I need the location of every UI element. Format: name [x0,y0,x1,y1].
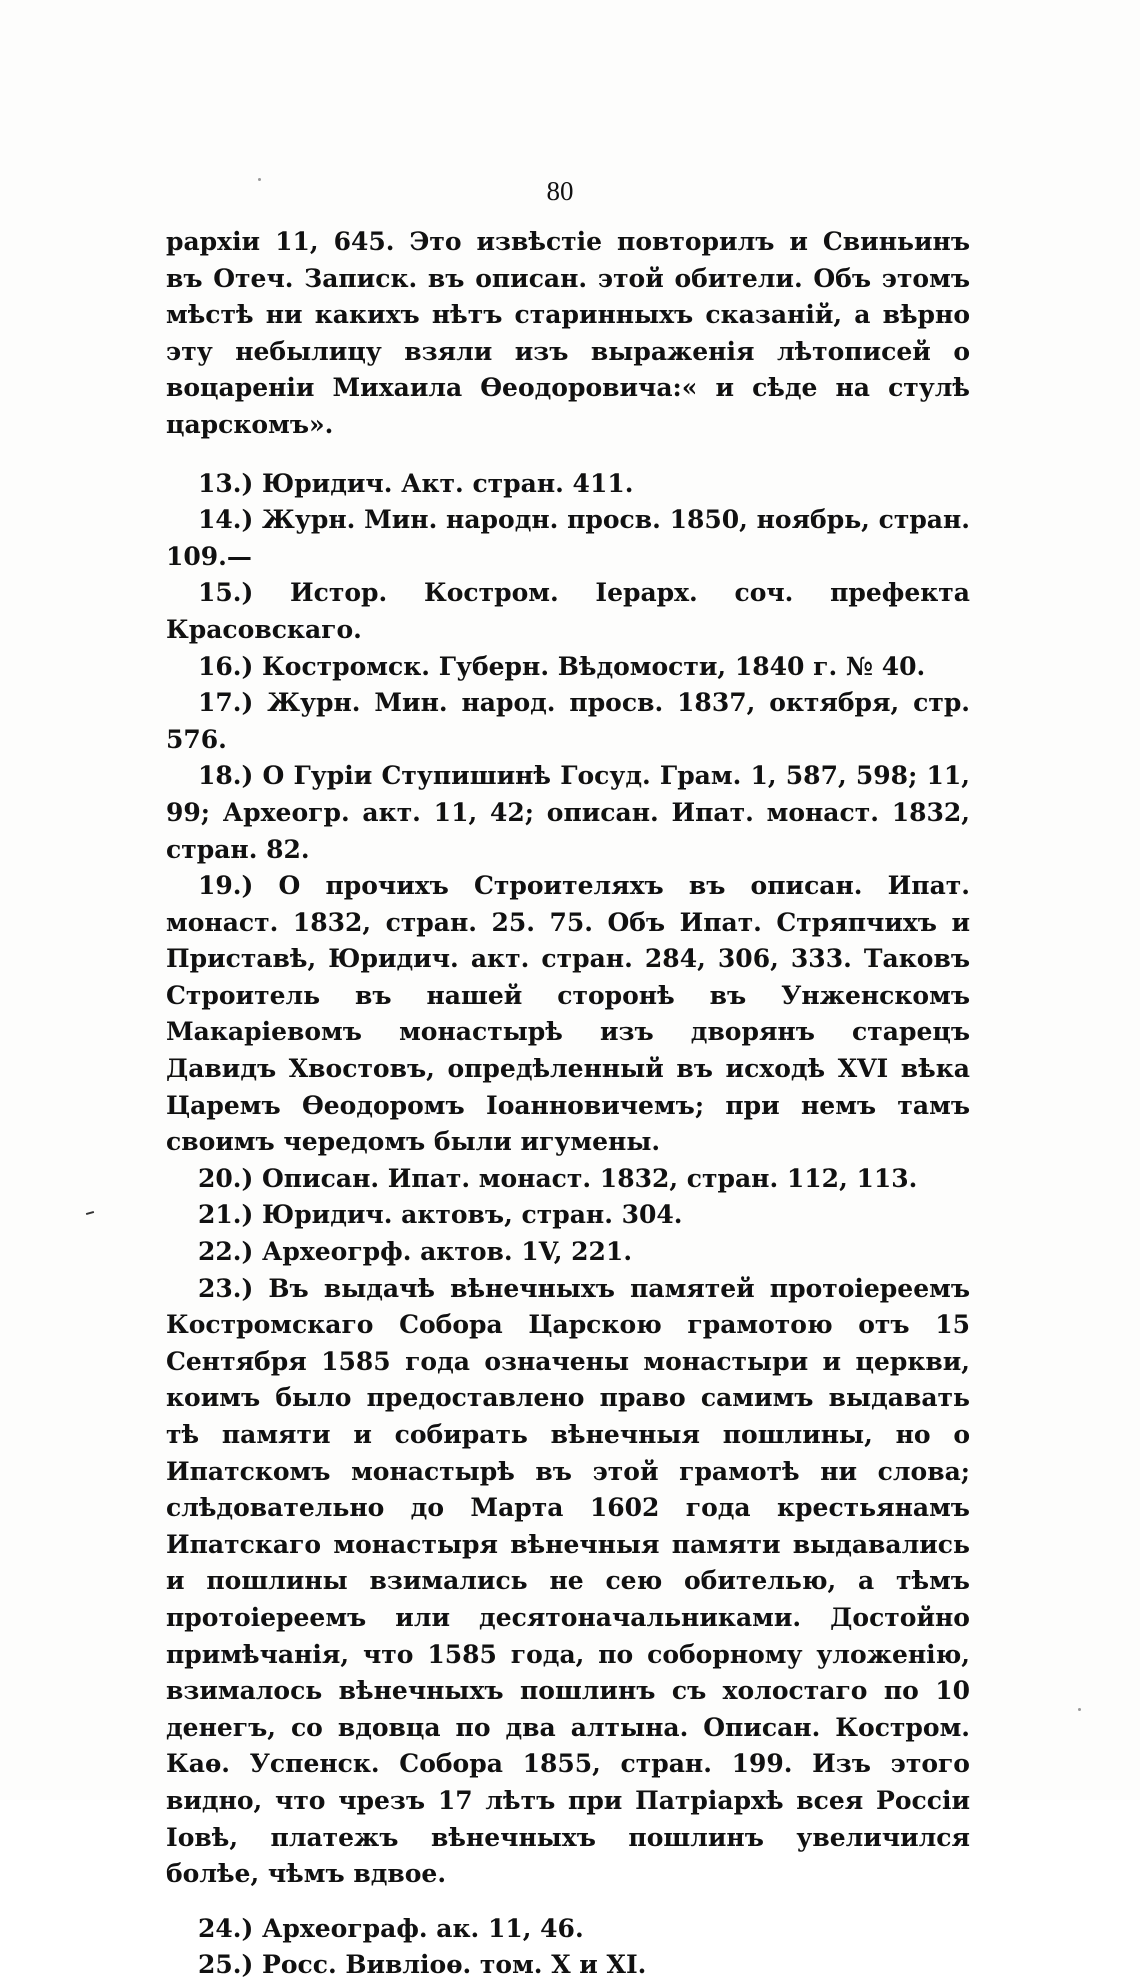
footnote-20: 20.) Описан. Ипат. монаст. 1832, стран. 112, 113. [198,1163,918,1193]
footnote-15: 15.) Истор. Костром. Іерарх. соч. префекта Красовскаго. [166,578,970,644]
footnote-22: 22.) Археогрф. актов. 1V, 221. [198,1237,633,1267]
footnote-19: 19.) О прочихъ Строителяхъ въ описан. Ипат. монаст. 1832, стран. 25. 75. Объ Ипат. Стряпчихъ и Приставѣ, Юридич. акт. стран. 284, 306, 333. Таковъ Строитель въ нашей сторонѣ въ Унженскомъ Макаріевомъ монастырѣ изъ дворянъ старецъ Давидъ Хвостовъ, опредѣленный въ исходѣ XVI вѣка Царемъ Ѳеодоромъ Іоанновичемъ; при немъ тамъ своимъ чередомъ были игумены. [166,871,970,1157]
footnote-21: 21.) Юридич. актовъ, стран. 304. [198,1200,683,1230]
margin-mark [86,1211,94,1215]
footnote-18: 18.) О Гуріи Ступишинѣ Госуд. Грам. 1, 587, 598; 11, 99; Археогр. акт. 11, 42; описан. Ипат. монаст. 1832, стран. 82. [166,761,970,864]
speck [1078,1708,1081,1711]
footnote-14: 14.) Журн. Мин. народн. просв. 1850, ноябрь, стран. 109.— [166,505,970,571]
spacer [166,1893,970,1911]
intro-paragraph: рархіи 11, 645. Это извѣстіе повторилъ и Свиньинъ въ Отеч. Записк. въ описан. этой обители. Объ этомъ мѣстѣ ни какихъ нѣтъ старинныхъ сказаній, а вѣрно эту небылицу взяли изъ выраженія лѣтописей о воцареніи Михаила Ѳеодоровича:« и сѣде на стулѣ царскомъ». [166,227,970,439]
footnote-13: 13.) Юридич. Акт. стран. 411. [198,468,634,498]
footnote-25: 25.) Росс. Вивліоѳ. том. X и XI. [198,1950,647,1980]
speck [258,178,261,181]
text-body [166,224,970,1984]
page-number: 80 [546,176,574,206]
footnote-17: 17.) Журн. Мин. народ. просв. 1837, октября, стр. 576. [166,688,970,754]
footnote-23: 23.) Въ выдачѣ вѣнечныхъ памятей протоіереемъ Костромскаго Собора Царскою грамотою отъ 15 Сентября 1585 года означены монастыри и церкви, коимъ было предоставлено право самимъ выдавать тѣ памяти и собирать вѣнечныя пошлины, но о Ипатскомъ монастырѣ въ этой грамотѣ ни слова; слѣдовательно до Марта 1602 года крестьянамъ Ипатскаго монастыря вѣнечныя памяти выдавались и пошлины взимались не сею обителью, а тѣмъ протоіереемъ или десятоначальниками. Достойно примѣчанія, что 1585 года, по соборному уложенію, взималось вѣнечныхъ пошлинъ съ холостаго по 10 денегъ, со вдовца по два алтына. Описан. Костром. Каѳ. Успенск. Собора 1855, стран. 199. Изъ этого видно, что чрезъ 17 лѣтъ при Патріархѣ всея Россіи Іовѣ, платежъ вѣнечныхъ пошлинъ увеличился болѣе, чѣмъ вдвое. [166,1273,970,1889]
footnote-24: 24.) Археограф. ак. 11, 46. [198,1913,584,1943]
footnote-16: 16.) Костромск. Губерн. Вѣдомости, 1840 г. № 40. [198,651,926,681]
spacer [166,444,970,466]
